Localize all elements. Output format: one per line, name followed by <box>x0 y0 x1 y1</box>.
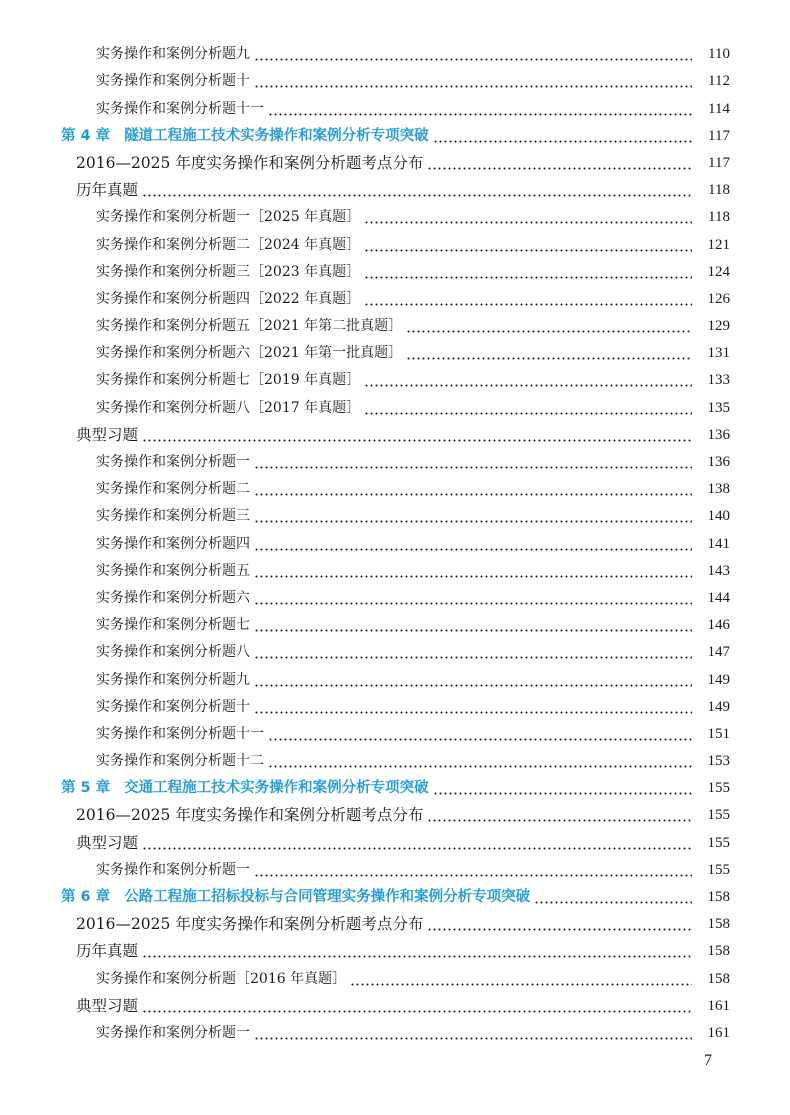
toc-page-number: 149 <box>707 671 730 688</box>
toc-section-entry[interactable] <box>0 906 790 933</box>
toc-entry-title: 实务操作和案例分析题一 <box>96 454 250 470</box>
toc-page-number: 158 <box>707 943 730 960</box>
toc-page-number: 117 <box>708 154 730 171</box>
dot-leader <box>254 616 692 634</box>
dot-leader <box>254 643 692 661</box>
dot-leader <box>254 507 692 525</box>
chapter-title: 公路工程施工招标投标与合同管理实务操作和案例分析专项突破 <box>124 889 531 905</box>
toc-entry-title: 实务操作和案例分析题六 <box>96 589 250 606</box>
toc-entry-title <box>61 127 429 145</box>
toc-page-number: 151 <box>707 725 730 742</box>
toc-page-number: 136 <box>707 426 730 443</box>
toc-section-entry[interactable] <box>0 824 790 851</box>
dot-leader <box>364 371 692 389</box>
toc-entry-title <box>61 888 530 906</box>
toc-item-entry[interactable] <box>0 90 790 117</box>
toc-page-number: 155 <box>707 807 730 824</box>
toc-page-number: 121 <box>707 236 730 253</box>
dot-leader <box>142 181 692 199</box>
toc-entry-title: 实务操作和案例分析题九 <box>96 46 250 63</box>
page-number: 7 <box>704 1052 712 1069</box>
toc-page-number: 131 <box>707 345 730 362</box>
toc-item-entry[interactable] <box>0 63 790 90</box>
dot-leader <box>254 589 692 607</box>
toc-entry-title: 2016—2025 年度实务操作和案例分析题考点分布 <box>76 153 424 172</box>
dot-leader <box>350 970 692 988</box>
toc-page-number: 149 <box>707 698 730 715</box>
toc-entry-title: 实务操作和案例分析题七 <box>96 617 250 634</box>
toc-page-number: 124 <box>707 263 730 280</box>
toc-entry-title: 实务操作和案例分析题十 <box>96 73 250 90</box>
toc-item-entry[interactable] <box>0 607 790 634</box>
dot-leader <box>142 997 692 1015</box>
toc-entry-title: 实务操作和案例分析题十一 <box>96 725 264 742</box>
toc-item-entry[interactable] <box>0 743 790 770</box>
toc-page-number: 147 <box>707 644 730 661</box>
toc-entry-title: 实务操作和案例分析题三［2023 年真题］ <box>96 263 361 280</box>
chapter-title: 隧道工程施工技术实务操作和案例分析专项突破 <box>124 127 429 144</box>
toc-entry-title: 实务操作和案例分析题二 <box>96 481 250 498</box>
toc-section-entry[interactable] <box>0 933 790 960</box>
toc-entry-title: 实务操作和案例分析题三 <box>96 508 250 525</box>
toc-item-entry[interactable] <box>0 716 790 743</box>
dot-leader <box>142 942 692 960</box>
toc-page-number: 129 <box>707 318 730 335</box>
toc-item-entry[interactable] <box>0 199 790 226</box>
toc-entry-title: 实务操作和案例分析题十二 <box>96 753 264 770</box>
dot-leader <box>254 698 692 716</box>
chapter-number: 第 6 章 <box>61 889 111 905</box>
toc-item-entry[interactable] <box>0 444 790 471</box>
toc-item-entry[interactable] <box>0 362 790 389</box>
toc-entry-title: 实务操作和案例分析题八［2017 年真题］ <box>96 399 361 416</box>
toc-entry-title: 实务操作和案例分析题十一 <box>96 100 264 117</box>
toc-page-number: 161 <box>707 997 730 1014</box>
toc-page-number: 155 <box>707 861 730 878</box>
toc-item-entry[interactable] <box>0 553 790 580</box>
dot-leader <box>254 1024 692 1042</box>
dot-leader <box>364 399 692 417</box>
chapter-number: 第 4 章 <box>61 127 111 144</box>
toc-entry-title: 实务操作和案例分析题一［2025 年真题］ <box>96 209 361 226</box>
dot-leader <box>254 72 692 90</box>
dot-leader <box>268 752 692 770</box>
toc-entry-title: 实务操作和案例分析题八 <box>96 644 250 661</box>
toc-page-number: 136 <box>707 454 730 470</box>
dot-leader <box>142 834 692 852</box>
toc-page-number: 110 <box>708 46 730 63</box>
toc-entry-title <box>61 779 429 797</box>
table-of-contents <box>0 36 790 1042</box>
dot-leader <box>427 915 692 933</box>
dot-leader <box>254 535 692 553</box>
chapter-number: 第 5 章 <box>61 780 111 797</box>
toc-item-entry[interactable] <box>0 389 790 416</box>
dot-leader <box>364 263 692 281</box>
toc-page-number: 158 <box>707 916 730 933</box>
dot-leader <box>254 453 692 471</box>
dot-leader <box>406 317 692 335</box>
dot-leader <box>254 671 692 689</box>
dot-leader <box>364 236 692 254</box>
toc-page-number: 133 <box>707 372 730 389</box>
toc-chapter-entry[interactable] <box>0 879 790 906</box>
toc-entry-title: 2016—2025 年度实务操作和案例分析题考点分布 <box>76 806 424 825</box>
dot-leader <box>534 888 692 906</box>
toc-item-entry[interactable] <box>0 335 790 362</box>
toc-page-number: 135 <box>707 399 730 416</box>
toc-page-number: 118 <box>708 209 730 226</box>
toc-item-entry[interactable] <box>0 498 790 525</box>
toc-entry-title: 典型习题 <box>76 425 139 444</box>
dot-leader <box>268 725 692 743</box>
toc-section-entry[interactable] <box>0 417 790 444</box>
toc-entry-title: 实务操作和案例分析题［2016 年真题］ <box>96 970 347 987</box>
toc-item-entry[interactable] <box>0 254 790 281</box>
toc-page-number: 161 <box>707 1024 730 1041</box>
dot-leader <box>268 100 692 118</box>
toc-item-entry[interactable] <box>0 634 790 661</box>
toc-entry-title: 实务操作和案例分析题一 <box>96 861 250 878</box>
toc-entry-title: 典型习题 <box>76 996 139 1015</box>
chapter-title: 交通工程施工技术实务操作和案例分析专项突破 <box>124 780 429 797</box>
toc-page-number: 141 <box>707 535 730 552</box>
toc-item-entry[interactable] <box>0 471 790 498</box>
toc-entry-title: 历年真题 <box>76 942 139 961</box>
dot-leader <box>142 426 692 444</box>
dot-leader <box>433 127 692 145</box>
toc-item-entry[interactable] <box>0 36 790 63</box>
toc-item-entry[interactable] <box>0 525 790 552</box>
toc-entry-title: 实务操作和案例分析题五 <box>96 562 250 579</box>
dot-leader <box>254 480 692 498</box>
toc-entry-title: 典型习题 <box>76 833 139 852</box>
toc-section-entry[interactable] <box>0 145 790 172</box>
toc-entry-title: 实务操作和案例分析题四 <box>96 535 250 552</box>
toc-page-number: 138 <box>707 481 730 498</box>
dot-leader <box>254 45 692 63</box>
toc-section-entry[interactable] <box>0 172 790 199</box>
toc-entry-title: 实务操作和案例分析题七［2019 年真题］ <box>96 372 361 389</box>
toc-section-entry[interactable] <box>0 797 790 824</box>
toc-entry-title: 2016—2025 年度实务操作和案例分析题考点分布 <box>76 915 424 934</box>
toc-page-number: 158 <box>707 970 730 987</box>
dot-leader <box>427 154 692 172</box>
toc-entry-title: 实务操作和案例分析题五［2021 年第二批真题］ <box>96 318 403 335</box>
toc-entry-title: 实务操作和案例分析题四［2022 年真题］ <box>96 290 361 307</box>
toc-item-entry[interactable] <box>0 281 790 308</box>
toc-chapter-entry[interactable] <box>0 118 790 145</box>
dot-leader <box>254 562 692 580</box>
toc-entry-title: 历年真题 <box>76 181 139 200</box>
dot-leader <box>364 208 692 226</box>
toc-page-number: 146 <box>707 617 730 634</box>
dot-leader <box>433 779 692 797</box>
toc-page-number: 155 <box>707 780 730 797</box>
toc-page-number: 140 <box>707 508 730 525</box>
toc-section-entry[interactable] <box>0 988 790 1015</box>
toc-page-number: 153 <box>707 753 730 770</box>
toc-entry-title: 实务操作和案例分析题六［2021 年第一批真题］ <box>96 345 403 362</box>
toc-page-number: 126 <box>707 290 730 307</box>
toc-page-number: 117 <box>708 127 730 144</box>
toc-item-entry[interactable] <box>0 960 790 987</box>
toc-page-number: 144 <box>707 589 730 606</box>
toc-entry-title: 实务操作和案例分析题二［2024 年真题］ <box>96 236 361 253</box>
toc-entry-title: 实务操作和案例分析题九 <box>96 671 250 688</box>
toc-item-entry[interactable] <box>0 852 790 879</box>
toc-page-number: 143 <box>707 562 730 579</box>
dot-leader <box>406 344 692 362</box>
toc-item-entry[interactable] <box>0 689 790 716</box>
toc-page-number: 112 <box>708 73 730 90</box>
toc-item-entry[interactable] <box>0 1015 790 1042</box>
toc-item-entry[interactable] <box>0 226 790 253</box>
toc-page-number: 114 <box>708 100 730 117</box>
toc-page-number: 155 <box>707 834 730 851</box>
toc-item-entry[interactable] <box>0 580 790 607</box>
toc-chapter-entry[interactable] <box>0 770 790 797</box>
toc-item-entry[interactable] <box>0 661 790 688</box>
toc-entry-title: 实务操作和案例分析题十 <box>96 698 250 715</box>
toc-page-number: 118 <box>708 182 730 199</box>
toc-item-entry[interactable] <box>0 308 790 335</box>
dot-leader <box>427 806 692 824</box>
toc-entry-title: 实务操作和案例分析题一 <box>96 1024 250 1041</box>
toc-page-number: 158 <box>707 889 730 905</box>
dot-leader <box>254 861 692 879</box>
dot-leader <box>364 290 692 308</box>
